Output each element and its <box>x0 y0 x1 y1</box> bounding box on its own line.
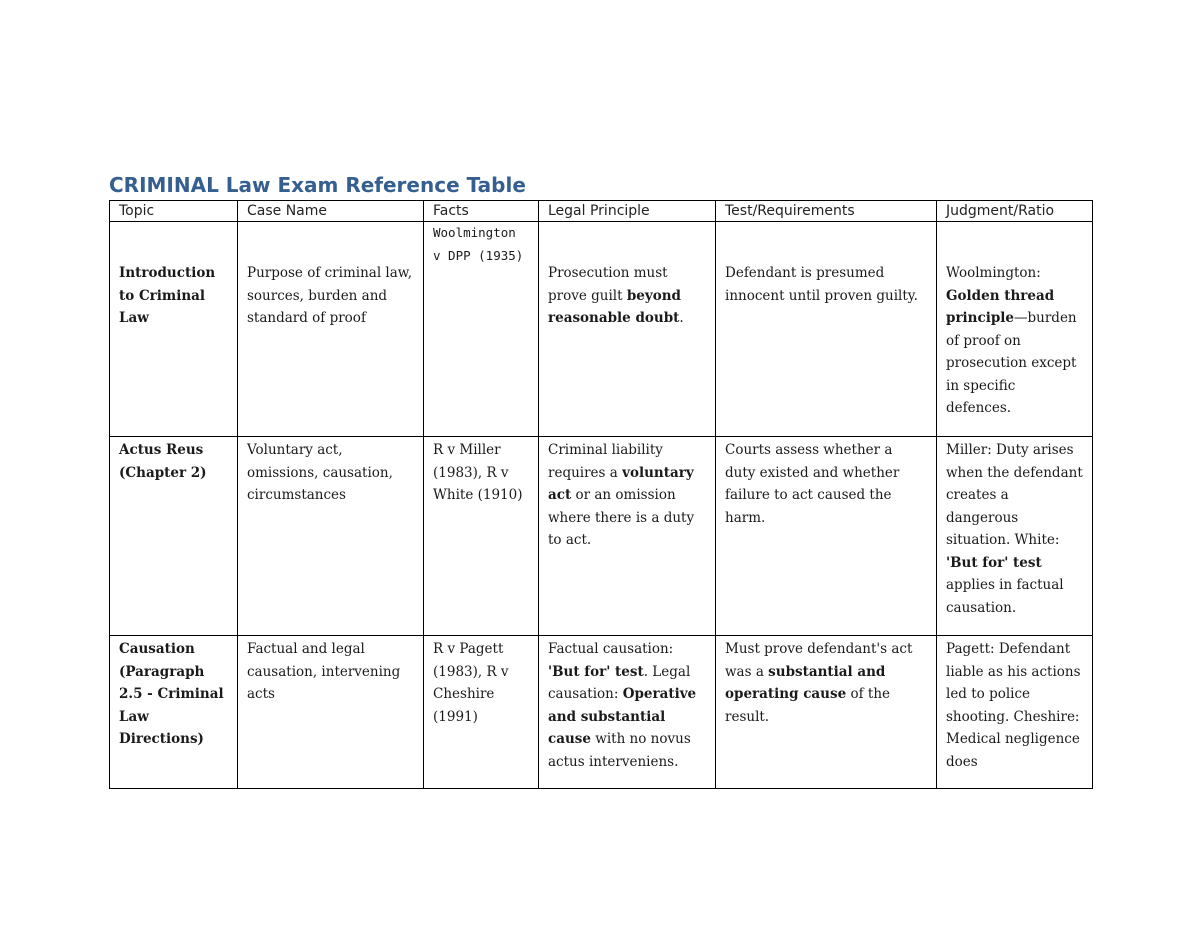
judgment-cell <box>937 437 1093 636</box>
case-name-text: Purpose of criminal law, sources, burden and standard of proof <box>247 265 413 326</box>
legal-principle-cell <box>539 437 716 636</box>
legal-principle-text: Prosecution must prove guilt beyond reasonable doubt. <box>548 265 684 326</box>
judgment-text: Woolmington: Golden thread principle—burden of proof on prosecution except in specific defences. <box>946 265 1077 416</box>
legal-principle-text: Criminal liability requires a voluntary act or an omission where there is a duty to act. <box>548 442 695 548</box>
test-cell <box>716 222 937 437</box>
facts-cell <box>424 636 539 789</box>
facts-cell <box>424 222 539 437</box>
header-facts: Facts <box>424 201 539 222</box>
case-name-cell <box>238 636 424 789</box>
case-name-cell <box>238 222 424 437</box>
table-row <box>110 437 1093 636</box>
test-text: Must prove defendant's act was a substantial and operating cause of the result. <box>725 641 913 725</box>
header-judgment-ratio: Judgment/Ratio <box>937 201 1093 222</box>
facts-text: R v Pagett (1983), R v Cheshire (1991) <box>433 641 509 725</box>
case-name-text: Factual and legal causation, intervening acts <box>247 641 401 702</box>
facts-cell <box>424 437 539 636</box>
table-row <box>110 636 1093 789</box>
topic-cell <box>110 222 238 437</box>
test-cell <box>716 437 937 636</box>
test-text: Courts assess whether a duty existed and whether failure to act caused the harm. <box>725 442 900 526</box>
reference-table <box>109 200 1093 789</box>
topic-cell <box>110 437 238 636</box>
judgment-cell <box>937 222 1093 437</box>
test-text: Defendant is presumed innocent until proven guilty. <box>725 265 918 304</box>
table-header-row <box>110 201 1093 222</box>
header-legal-principle: Legal Principle <box>539 201 716 222</box>
judgment-text: Pagett: Defendant liable as his actions led to police shooting. Cheshire: Medical negligence does <box>946 641 1081 770</box>
topic-text: Introduction to Criminal Law <box>119 265 216 326</box>
header-topic: Topic <box>110 201 238 222</box>
case-name-text: Voluntary act, omissions, causation, circumstances <box>247 442 393 503</box>
page-title: CRIMINAL Law Exam Reference Table <box>109 173 526 197</box>
judgment-cell <box>937 636 1093 789</box>
header-case-name: Case Name <box>238 201 424 222</box>
legal-principle-cell <box>539 222 716 437</box>
header-test-requirements: Test/Requirements <box>716 201 937 222</box>
topic-text: Actus Reus (Chapter 2) <box>119 442 207 481</box>
facts-text: R v Miller (1983), R v White (1910) <box>433 442 523 503</box>
topic-text: Causation (Paragraph 2.5 - Criminal Law Directions) <box>119 641 224 747</box>
judgment-text: Miller: Duty arises when the defendant creates a dangerous situation. White: 'But for' test applies in factual causation. <box>946 442 1083 616</box>
case-name-cell <box>238 437 424 636</box>
topic-cell <box>110 636 238 789</box>
table-row <box>110 222 1093 437</box>
facts-text: Woolmington v DPP (1935) <box>433 225 524 263</box>
legal-principle-cell <box>539 636 716 789</box>
test-cell <box>716 636 937 789</box>
legal-principle-text: Factual causation: 'But for' test. Legal causation: Operative and substantial cause with no novus actus interveniens. <box>548 641 697 770</box>
